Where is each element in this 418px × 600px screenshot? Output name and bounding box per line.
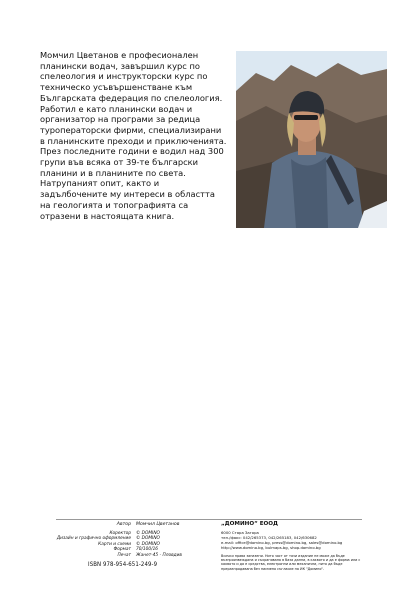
- colophon-credits: [56, 522, 206, 567]
- credit-key: Формат: [113, 547, 131, 553]
- credit-key: Карти и схеми: [98, 541, 131, 547]
- credit-row: [56, 522, 206, 528]
- credit-key: Дизайн и графично оформление: [56, 536, 131, 542]
- credit-value: 70/100/16: [136, 547, 159, 553]
- credit-value: © DOMINO: [136, 530, 160, 536]
- credit-key: Коректор: [109, 530, 131, 536]
- credit-row: [56, 553, 206, 559]
- author-photo: [236, 51, 387, 228]
- author-bio-text: Момчил Цветанов е професионален планински водач, завършил курс по спелеология и инструкторски курс по техническо усъвършенстване към Българската федерация по спелеология. Работил е като планински водач и организатор на програми за редица туроператорски фирми, специализирани в планинските преходи и приключенията. През последните години е водил над 300 групи във всяка от 39-те български планини и в планините по света. Натрупаният опит, както и задълбочените му интереси в областта на геологията и топографията са отразени в настоящата книга.: [40, 50, 227, 221]
- credit-key: Печат: [117, 552, 131, 558]
- isbn: ISBN 978-954-651-249-9: [88, 560, 158, 568]
- publisher-web: http://www.domino.bg, bulmaps.bg, shop.domino.bg: [221, 544, 321, 550]
- publisher-address: 6000 Стара Загора: [221, 529, 259, 535]
- footer-divider: [56, 519, 362, 520]
- publisher-name: „ДОМИНО“ ЕООД: [221, 521, 279, 527]
- credit-value: © DOMINO: [136, 536, 160, 542]
- credit-value: Жанет-45 - Пловдив: [136, 552, 182, 558]
- publisher-legal-note: Всички права запазени. Нито част от тази издание не може да бъде възпроизвеждана и съхранявана в база данни, в каквото и да е форма или с каквото и да е средства, електронни или механични, нито да бъде преразпродавана без писмено съгласие на ИК "Домино".: [221, 553, 361, 571]
- publisher-email: e-mail: office@domino.bg, press@domino.bg, sales@domino.bg: [221, 539, 343, 545]
- credit-value: © DOMINO: [136, 541, 160, 547]
- credit-value: Момчил Цветанов: [136, 522, 180, 527]
- credit-key: Автор: [116, 522, 131, 527]
- author-photo-illustration: [236, 51, 387, 228]
- publisher-phone: тел./факс: 042/265373, 042/265183, 042/630682: [221, 534, 317, 540]
- author-bio: [40, 50, 227, 221]
- publisher-info: [221, 522, 366, 571]
